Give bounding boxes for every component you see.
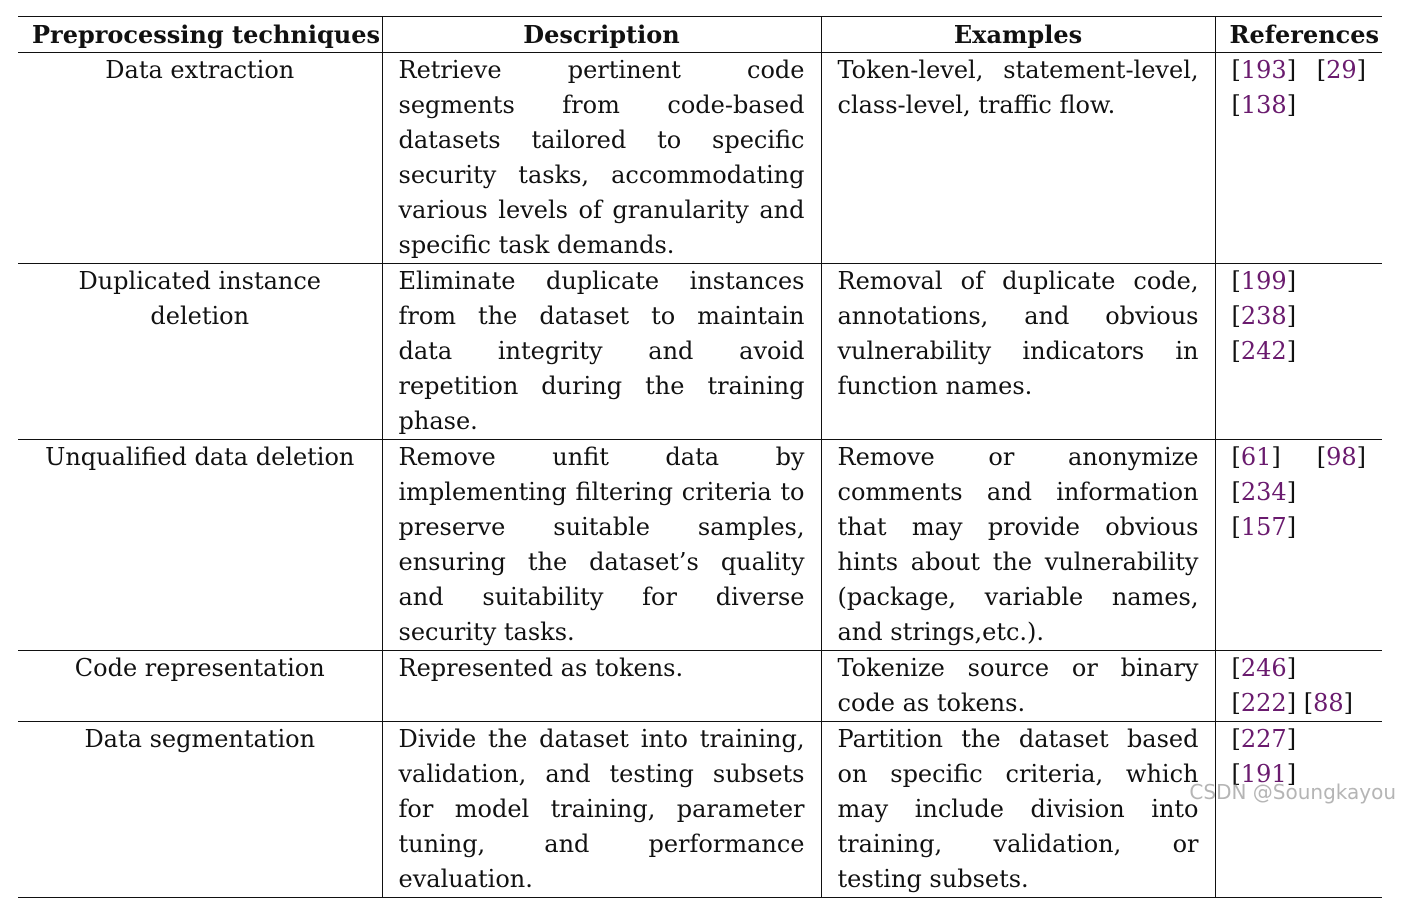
header-description: Description — [382, 17, 821, 53]
reference-link[interactable]: [29] — [1316, 56, 1366, 84]
technique-cell: Unqualified data deletion — [18, 440, 382, 651]
description-cell: Remove unfit data by implementing filtering criteria to preserve suitable samples, ensuring the dataset’s quality and suitability for diverse security tasks. — [382, 440, 821, 651]
references-cell — [1215, 440, 1382, 651]
reference-link[interactable]: [238] — [1231, 302, 1297, 330]
examples-cell: Partition the dataset based on specific criteria, which may include division into training, validation, or testing subsets. — [821, 722, 1215, 898]
description-cell: Eliminate duplicate instances from the dataset to maintain data integrity and avoid repetition during the training phase. — [382, 264, 821, 440]
header-row — [18, 17, 1382, 53]
table-row — [18, 264, 1382, 440]
technique-cell: Code representation — [18, 651, 382, 722]
description-cell: Retrieve pertinent code segments from code-based datasets tailored to specific security tasks, accommodating various levels of granularity and specific task demands. — [382, 53, 821, 264]
technique-cell: Data segmentation — [18, 722, 382, 898]
preprocessing-table — [18, 16, 1382, 898]
reference-link[interactable]: [88] — [1303, 689, 1353, 717]
references-cell — [1215, 264, 1382, 440]
description-cell: Divide the dataset into training, validation, and testing subsets for model training, parameter tuning, and performance evaluation. — [382, 722, 821, 898]
reference-link[interactable]: [246] — [1231, 654, 1297, 682]
header-techniques: Preprocessing techniques — [18, 17, 382, 53]
examples-cell: Remove or anonymize comments and information that may provide obvious hints about the vulnerability (package, variable names, and strings,etc.). — [821, 440, 1215, 651]
reference-link[interactable]: [157] — [1231, 513, 1297, 541]
table-body — [18, 53, 1382, 898]
reference-link[interactable]: [199] — [1231, 267, 1297, 295]
header-examples: Examples — [821, 17, 1215, 53]
reference-link[interactable]: [98] — [1316, 443, 1366, 471]
table-row — [18, 53, 1382, 264]
technique-cell: Duplicated instance deletion — [18, 264, 382, 440]
table-row — [18, 651, 1382, 722]
reference-link[interactable]: [191] — [1231, 760, 1297, 788]
description-cell: Represented as tokens. — [382, 651, 821, 722]
table-row — [18, 440, 1382, 651]
reference-link[interactable]: [138] — [1231, 91, 1297, 119]
table-header — [18, 17, 1382, 53]
examples-cell: Tokenize source or binary code as tokens. — [821, 651, 1215, 722]
watermark: CSDN @Soungkayou — [1189, 780, 1396, 804]
examples-cell: Token-level, statement-level, class-level, traffic flow. — [821, 53, 1215, 264]
reference-link[interactable]: [222] — [1231, 689, 1297, 717]
reference-link[interactable]: [242] — [1231, 337, 1297, 365]
reference-link[interactable]: [234] — [1231, 478, 1297, 506]
header-references: References — [1215, 17, 1382, 53]
reference-link[interactable]: [227] — [1231, 725, 1297, 753]
reference-link[interactable]: [193] — [1231, 56, 1297, 84]
references-cell — [1215, 53, 1382, 264]
reference-link[interactable]: [61] — [1231, 443, 1281, 471]
examples-cell: Removal of duplicate code, annotations, and obvious vulnerability indicators in function names. — [821, 264, 1215, 440]
references-cell — [1215, 651, 1382, 722]
technique-cell: Data extraction — [18, 53, 382, 264]
